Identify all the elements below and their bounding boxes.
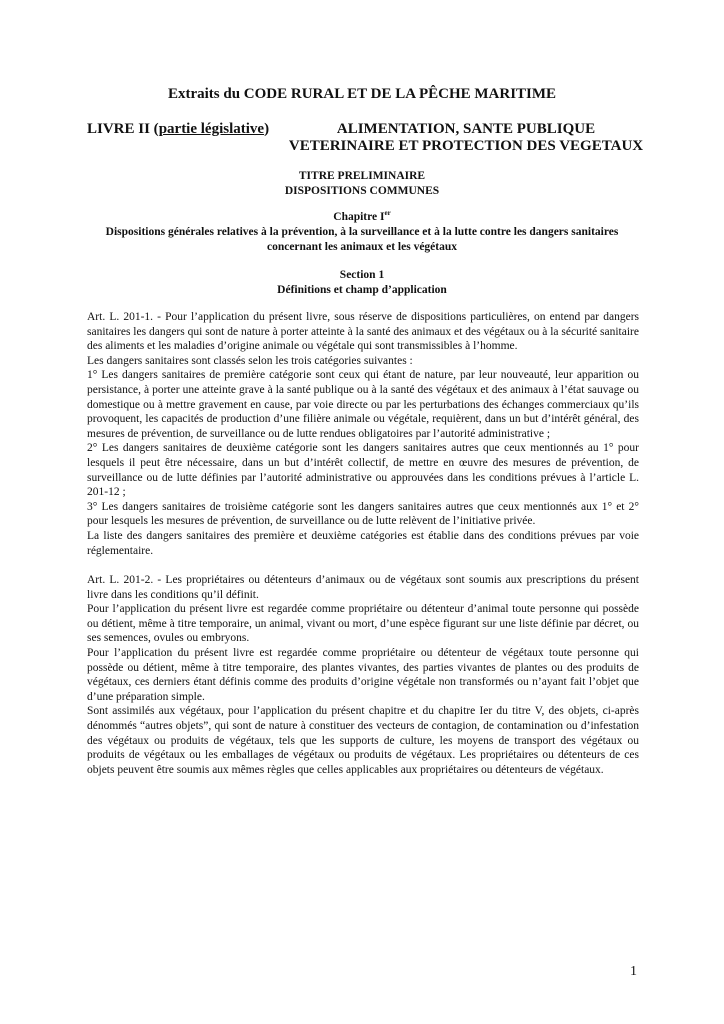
paragraph: Art. L. 201-2. - Les propriétaires ou détenteurs d’animaux ou de végétaux sont soumis aux prescriptions du présent livre dans les conditions qu’il définit.: [87, 574, 639, 601]
livre-underlined: partie législative: [158, 121, 265, 137]
article-l201-1: [87, 310, 639, 558]
chapitre-sup: er: [384, 209, 391, 217]
section-block: [0, 268, 724, 298]
paragraph: La liste des dangers sanitaires des première et deuxième catégories est établie dans des conditions prévues par voie réglementaire.: [87, 529, 639, 557]
chapitre-label: Chapitre I: [333, 211, 385, 223]
chapitre-line1: Dispositions générales relatives à la prévention, à la surveillance et à la lutte contre les dangers sanitaires: [105, 226, 619, 238]
article-spacer: [87, 558, 639, 573]
chapitre-block: [0, 210, 724, 255]
titre-line2: DISPOSITIONS COMMUNES: [284, 185, 440, 197]
livre-subject: [286, 121, 646, 155]
paragraph: Les dangers sanitaires sont classés selon les trois catégories suivantes :: [87, 354, 413, 367]
section-label: Section 1: [339, 269, 385, 281]
chapitre-heading: [0, 210, 724, 225]
titre-line1: TITRE PRELIMINAIRE: [298, 170, 426, 182]
titre-block: [0, 169, 724, 199]
paragraph: 3° Les dangers sanitaires de troisième catégorie sont les dangers sanitaires autres que ceux mentionnés aux 1° et 2° pour lesquels les mesures de prévention, de surveillance ou de lutte relèvent de l’initiative privée.: [87, 500, 639, 528]
livre-suffix: ): [264, 121, 270, 137]
body-text: [87, 310, 639, 777]
livre-subject-line1: ALIMENTATION, SANTE PUBLIQUE: [336, 121, 596, 137]
livre-subject-line2: VETERINAIRE ET PROTECTION DES VEGETAUX: [288, 138, 644, 154]
paragraph: Art. L. 201-1. - Pour l’application du présent livre, sous réserve de dispositions particulières, on entend par dangers sanitaires les dangers qui sont de nature à porter atteinte à la santé des animaux et des végétaux ou à la sécurité sanitaire des aliments et les maladies d’origine animale ou végétale qui sont transmissibles à l’homme.: [87, 311, 639, 353]
chapitre-line2: concernant les animaux et les végétaux: [266, 241, 458, 253]
paragraph: 2° Les dangers sanitaires de deuxième catégorie sont les dangers sanitaires autres que ceux mentionnés au 1° pour lesquels il peut être nécessaire, dans un but d’intérêt collectif, de mettre en œuvre des mesures de prévention, de surveillance ou de lutte définies par l’autorité administrative ou approuvées dans les conditions prévues à l’article L. 201-12 ;: [87, 442, 639, 499]
article-l201-2: [87, 573, 639, 777]
paragraph: Sont assimilés aux végétaux, pour l’application du présent chapitre et du chapitre Ier du titre V, des objets, ci-après dénommés “autres objets”, qui sont de nature à constituer des vecteurs de contagion, de contamination ou d’infestation des végétaux ou produits de végétaux, tels que les supports de culture, les moyens de transport des végétaux ou produits de végétaux ou les emballages de végétaux ou produits de végétaux. Les propriétaires ou détenteurs de ces objets peuvent être soumis aux mêmes règles que celles applicables aux propriétaires ou détenteurs de végétaux.: [87, 705, 639, 776]
livre-prefix: LIVRE II (: [87, 121, 159, 137]
paragraph: Pour l’application du présent livre est regardée comme propriétaire ou détenteur de végétaux toute personne qui possède ou détient, même à titre temporaire, des plantes vivantes, des parties vivantes de plantes ou des produits de végétaux, ces derniers étant définis comme des produits d’origine végétale non transformés ou n’ayant fait l’objet que d’une préparation simple.: [87, 647, 639, 703]
livre-label: [87, 121, 269, 138]
paragraph: 1° Les dangers sanitaires de première catégorie sont ceux qui étant de nature, par leur nouveauté, leur apparition ou persistance, à porter une atteinte grave à la santé publique ou à la santé des végétaux et des animaux à l’état sauvage ou domestique ou à mettre gravement en cause, par voie directe ou par les perturbations des échanges commerciaux qu’ils provoquent, les capacités de production d’une filière animale ou végétale, requièrent, dans un but d’intérêt général, des mesures de prévention, de surveillance ou de lutte rendues obligatoires par l’autorité administrative ;: [87, 369, 639, 440]
document-title: Extraits du CODE RURAL ET DE LA PÊCHE MARITIME: [167, 86, 557, 102]
paragraph: Pour l’application du présent livre est regardée comme propriétaire ou détenteur d’animal toute personne qui possède ou détient, même à titre temporaire, un animal, vivant ou mort, d’une espèce figurant sur une liste définie par décret, ou ses semences, ovules ou embryons.: [87, 603, 639, 645]
section-title: Définitions et champ d’application: [277, 284, 447, 296]
page-number: 1: [630, 964, 637, 979]
